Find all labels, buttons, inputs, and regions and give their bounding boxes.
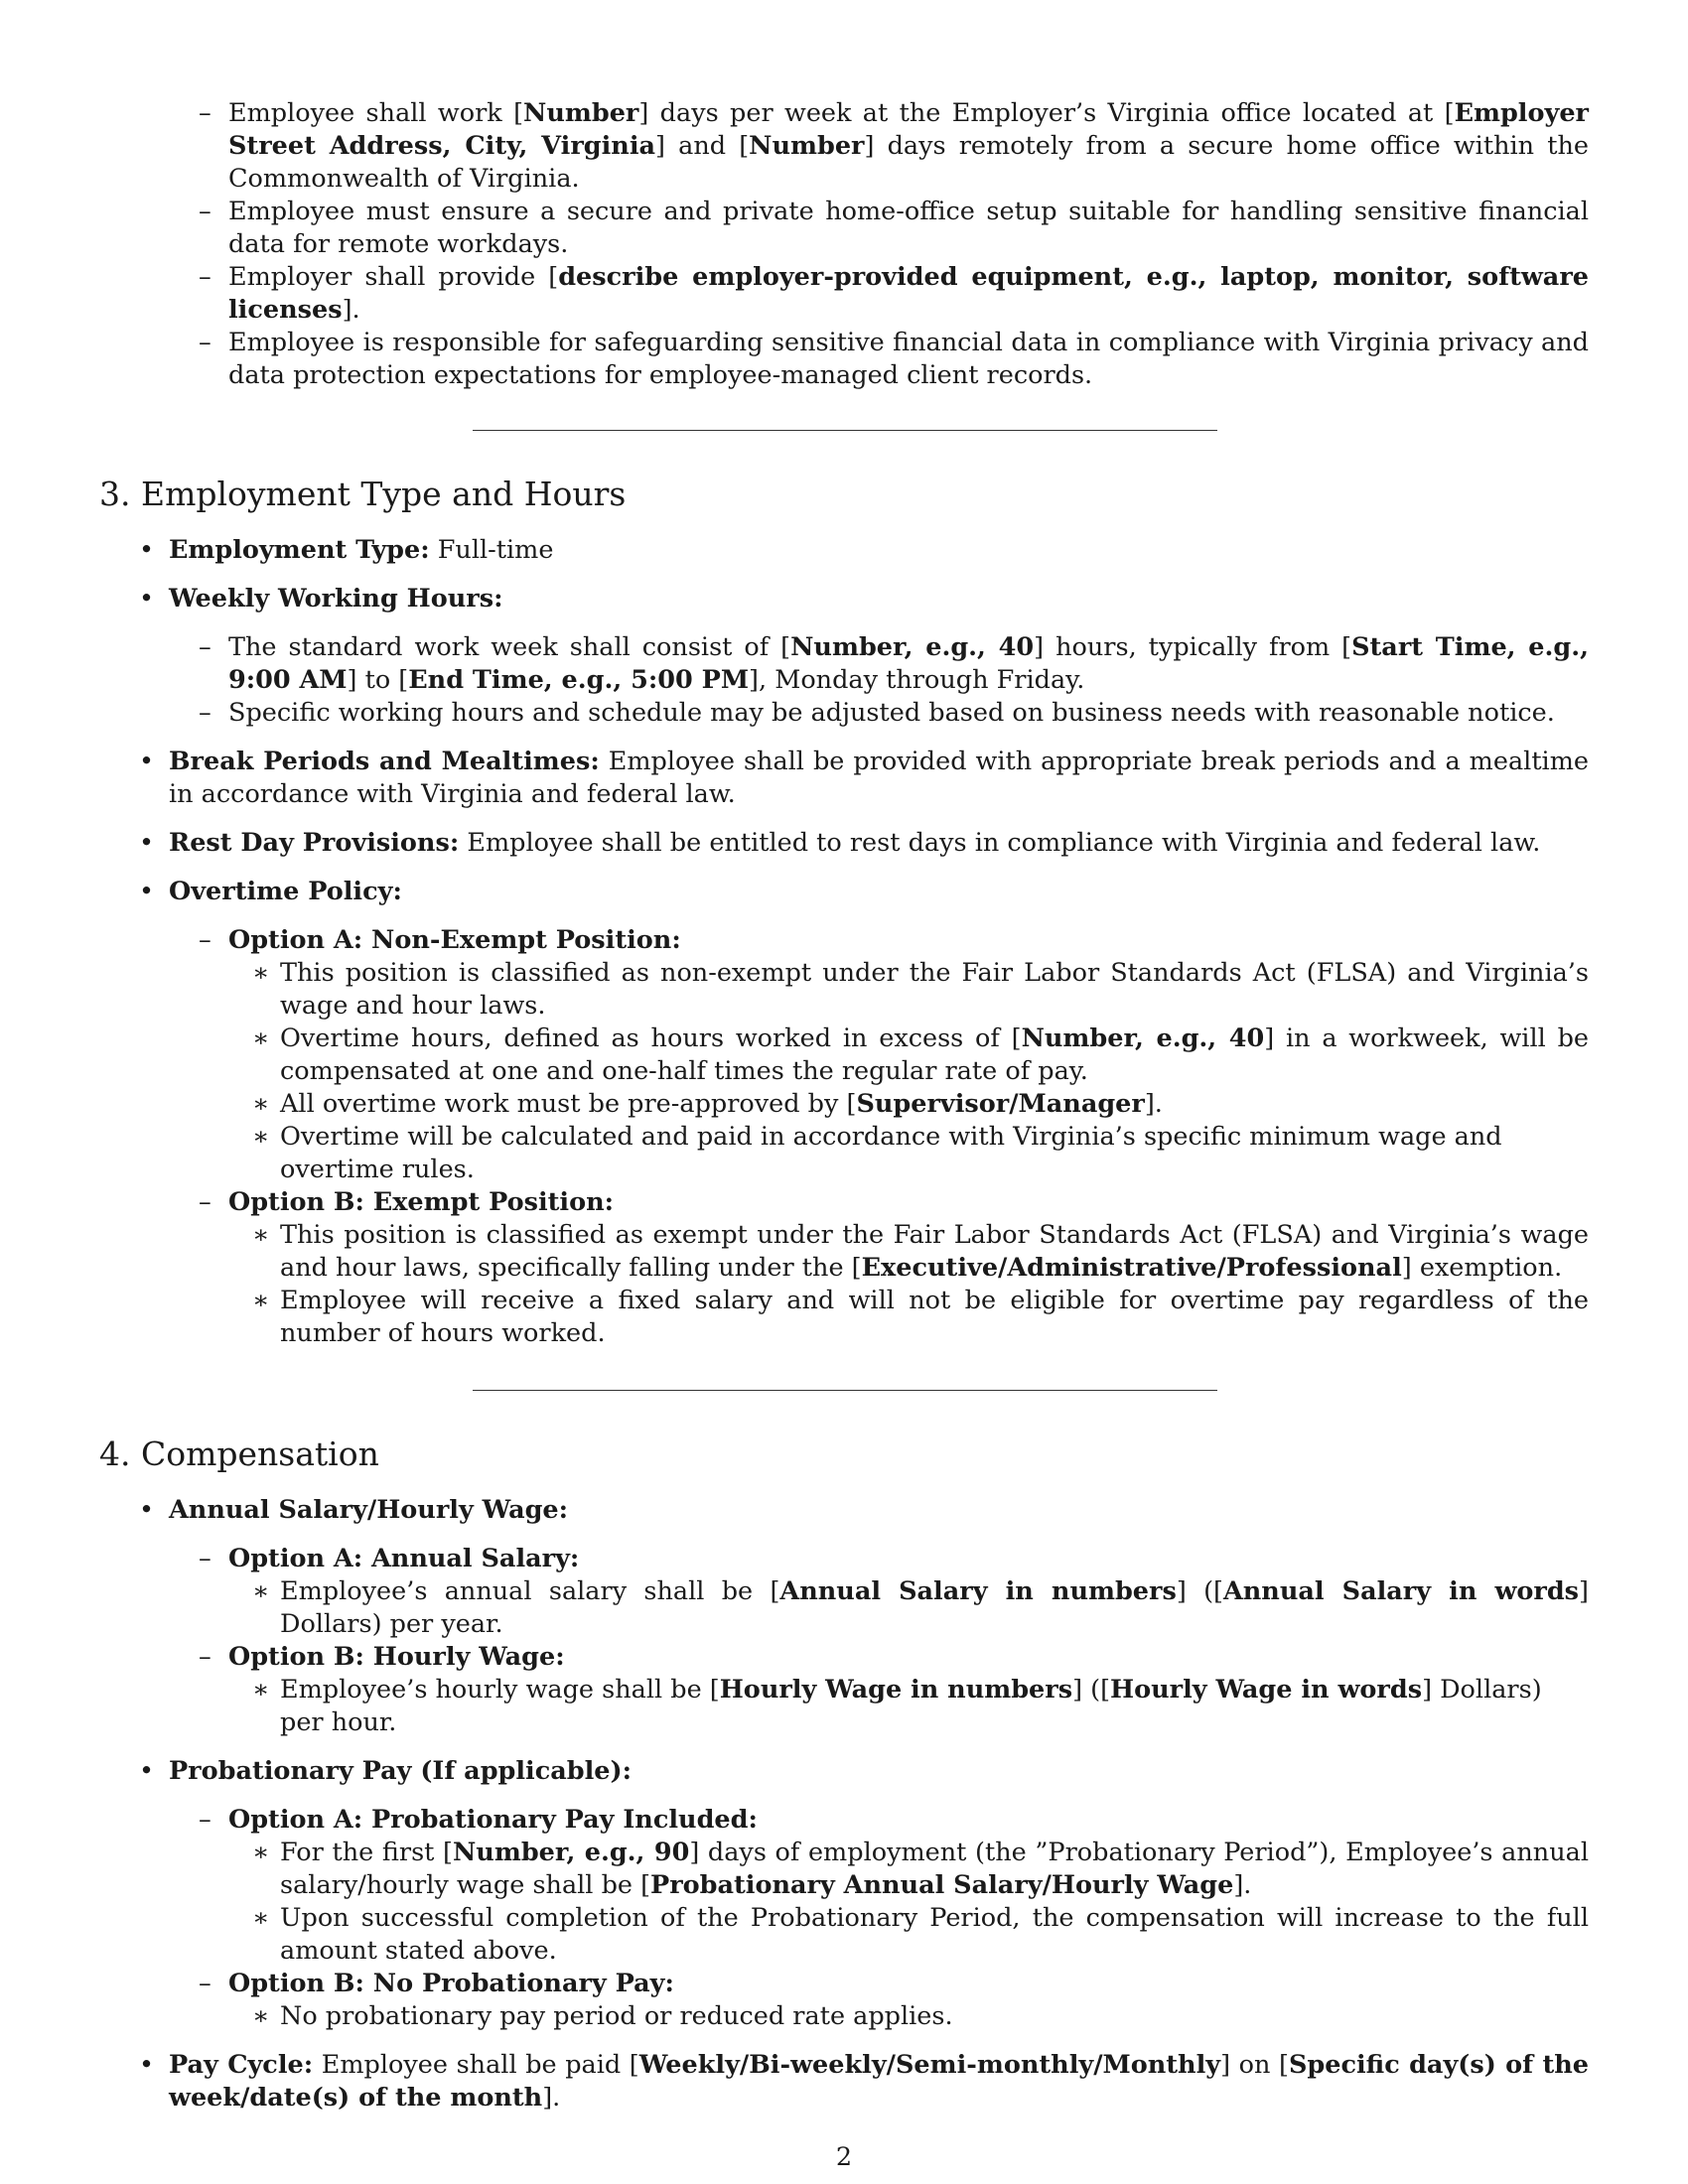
list-item: – Option B: Exempt Position: (228, 1186, 1589, 1219)
list-item: • Pay Cycle: Employee shall be paid [Weekly/Bi-weekly/Semi-monthly/Monthly] on [Specific day(s) of the week/date(s) of the month]. (169, 2049, 1589, 2115)
section-heading: 3. Employment Type and Hours (99, 475, 627, 513)
list-item: ∗ This position is classified as non-exempt under the Fair Labor Standards Act (FLSA) and Virginia’s wage and hour laws. (280, 957, 1589, 1023)
list-item: ∗ No probationary pay period or reduced rate applies. (280, 2000, 1589, 2033)
list-item: – The standard work week shall consist of [Number, e.g., 40] hours, typically from [Start Time, e.g., 9:00 AM] to [End Time, e.g., 5:00 PM], Monday through Friday. (228, 631, 1589, 697)
section-heading: 4. Compensation (99, 1434, 379, 1473)
list-item: – Employee is responsible for safeguarding sensitive financial data in compliance with Virginia privacy and data protection expectations for employee-managed client records. (228, 327, 1589, 392)
list-item: – Employer shall provide [describe employer-provided equipment, e.g., laptop, monitor, software licenses]. (228, 261, 1589, 327)
list-item: – Employee must ensure a secure and private home-office setup suitable for handling sensitive financial data for remote workdays. (228, 196, 1589, 261)
list-item: • Break Periods and Mealtimes: Employee shall be provided with appropriate break periods and a mealtime in accordance with Virginia and federal law. (169, 746, 1589, 811)
list-item: • Rest Day Provisions: Employee shall be entitled to rest days in compliance with Virginia and federal law. (169, 827, 1589, 860)
list-item: ∗ Overtime hours, defined as hours worked in excess of [Number, e.g., 40] in a workweek, will be compensated at one and one-half times the regular rate of pay. (280, 1023, 1589, 1088)
list-item: – Option A: Annual Salary: (228, 1543, 1589, 1575)
list-item: – Specific working hours and schedule may be adjusted based on business needs with reasonable notice. (228, 697, 1589, 730)
list-item: – Option A: Probationary Pay Included: (228, 1804, 1589, 1837)
list-item: – Option A: Non-Exempt Position: (228, 924, 1589, 957)
list-item: ∗ Overtime will be calculated and paid in accordance with Virginia’s specific minimum wage and overtime rules. (280, 1121, 1589, 1186)
list-item: • Probationary Pay (If applicable): (169, 1755, 1589, 1788)
list-item: ∗ Employee’s annual salary shall be [Annual Salary in numbers] ([Annual Salary in words] Dollars) per year. (280, 1575, 1589, 1641)
list-item: ∗ For the first [Number, e.g., 90] days of employment (the ”Probationary Period”), Employee’s annual salary/hourly wage shall be [Probationary Annual Salary/Hourly Wage]. (280, 1837, 1589, 1902)
list-item: ∗ All overtime work must be pre-approved by [Supervisor/Manager]. (280, 1088, 1589, 1121)
document-page (99, 97, 1589, 2115)
list-item: • Overtime Policy: (169, 876, 1589, 908)
page-number: 2 (835, 2142, 853, 2172)
list-item: ∗ Employee’s hourly wage shall be [Hourly Wage in numbers] ([Hourly Wage in words] Dollars) per hour. (280, 1674, 1589, 1739)
list-item: – Option B: Hourly Wage: (228, 1641, 1589, 1674)
list-item: – Employee shall work [Number] days per week at the Employer’s Virginia office located at [Employer Street Address, City, Virginia] and [Number] days remotely from a secure home office within the Commonwealth of Virginia. (228, 97, 1589, 196)
list-item: ∗ This position is classified as exempt under the Fair Labor Standards Act (FLSA) and Virginia’s wage and hour laws, specifically falling under the [Executive/Administrative/Professional] exemption. (280, 1219, 1589, 1285)
list-item: ∗ Upon successful completion of the Probationary Period, the compensation will increase to the full amount stated above. (280, 1902, 1589, 1968)
list-item: • Employment Type: Full-time (169, 534, 1589, 567)
list-item: • Weekly Working Hours: (169, 583, 1589, 615)
list-item: • Annual Salary/Hourly Wage: (169, 1494, 1589, 1527)
list-item: – Option B: No Probationary Pay: (228, 1968, 1589, 2000)
list-item: ∗ Employee will receive a fixed salary and will not be eligible for overtime pay regardless of the number of hours worked. (280, 1285, 1589, 1350)
